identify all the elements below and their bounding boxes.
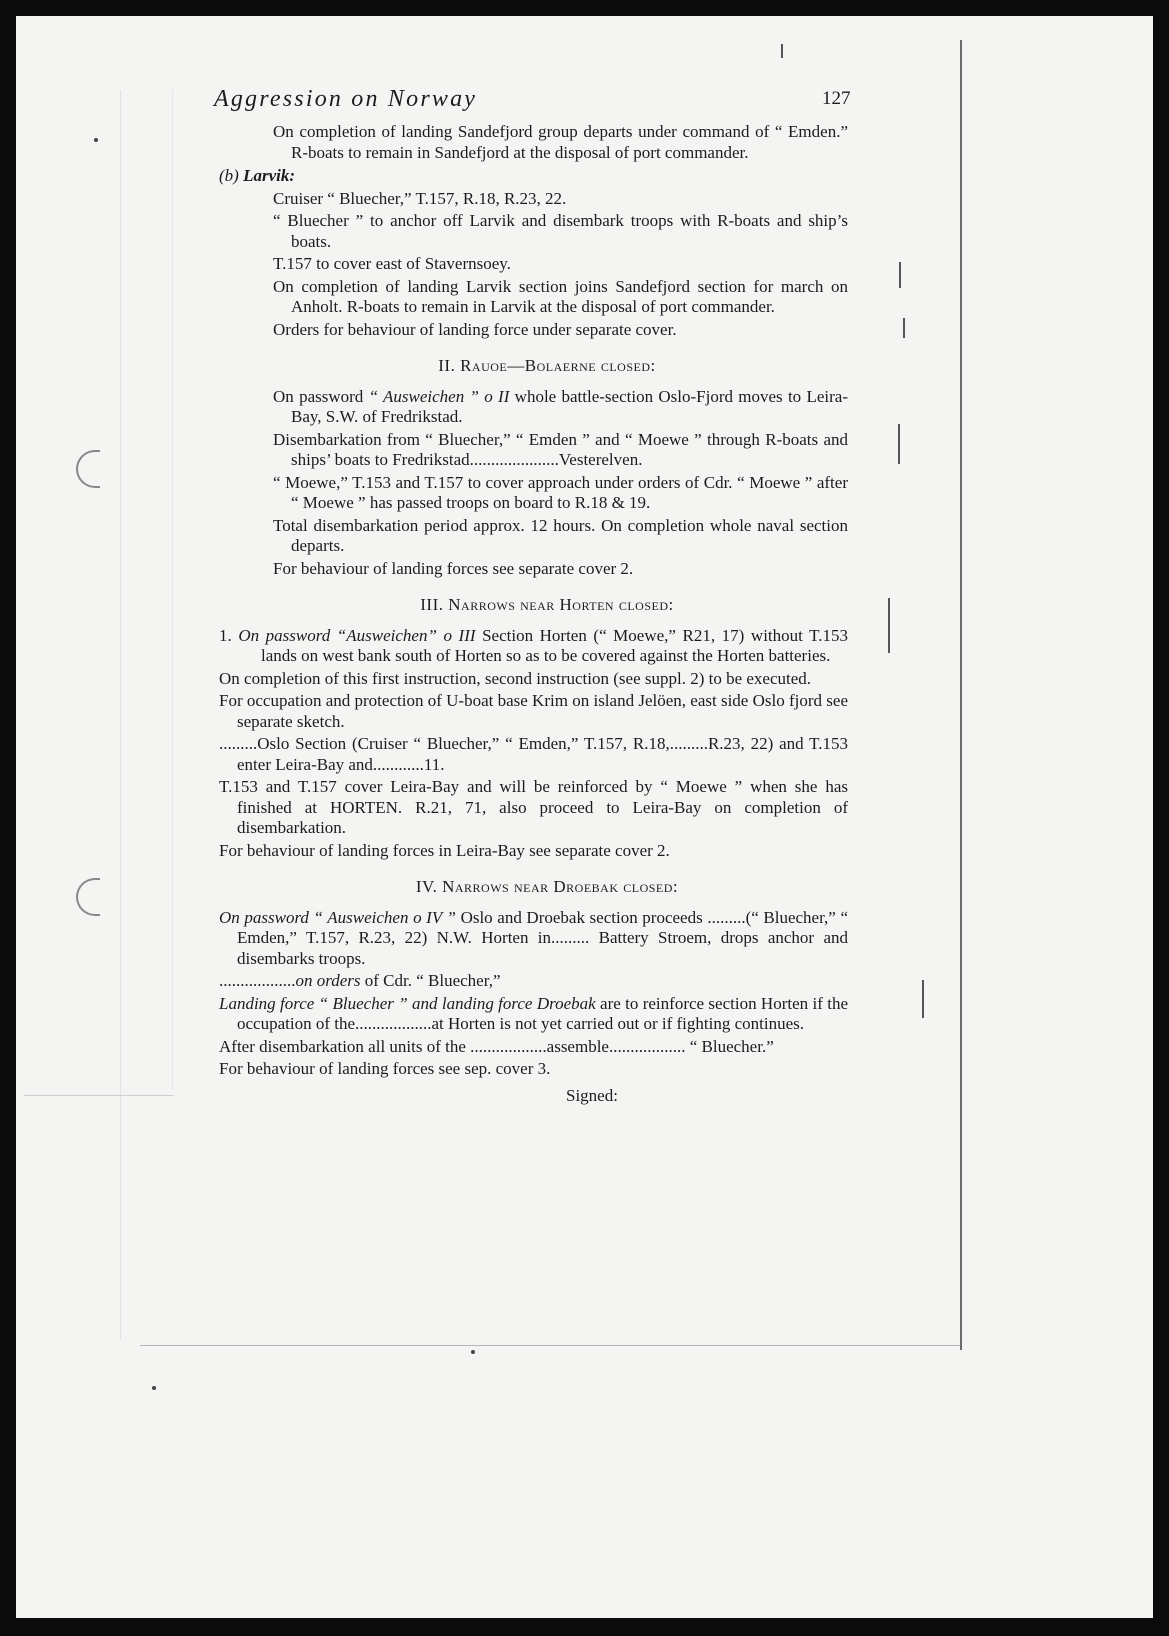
speck-mark [471,1350,475,1354]
subsection-label [219,166,848,187]
text-run: are to reinforce section Horten if the occupation of the..................at Horten is not yet carried out or if fighting continues. [237,993,848,1033]
margin-mark [898,424,900,464]
text-run: On password [273,386,369,406]
password-text: “ Ausweichen ” o II [368,386,510,406]
password-text: On password “ Ausweichen o IV ” [219,907,456,927]
paragraph: .........Oslo Section (Cruiser “ Bluecher,” “ Emden,” T.157, R.18,.........R.23, 22) and T.153 enter Leira-Bay and............11. [219,734,848,774]
paragraph: On completion of landing Larvik section joins Sandefjord section for march on Anholt. R-boats to remain in Larvik at the disposal of port commander. [273,276,848,316]
paragraph: “ Bluecher ” to anchor off Larvik and disembark troops with R-boats and ship’s boats. [273,211,848,251]
paragraph: For behaviour of landing forces see sep. cover 3. [219,1059,551,1078]
subsection-marker: (b) [219,166,239,185]
paragraph [219,908,848,970]
margin-mark [888,598,890,653]
running-title: Aggression on Norway [214,86,478,112]
speck-mark [94,138,98,142]
page-edge-bottom [140,1345,960,1346]
paragraph: On completion of landing Sandefjord group departs under command of “ Emden.” R-boats to remain in Sandefjord at the disposal of port commander. [273,122,848,162]
paragraph: Cruiser “ Bluecher,” T.157, R.18, R.23, 22. [273,188,567,208]
paragraph: T.157 to cover east of Stavernsoey. [273,254,511,273]
text-run: Section Horten (“ Moewe,” R21, 17) without T.153 lands on west bank south of Horten so as to be covered against the Horten batteries. [261,625,848,665]
margin-mark [922,980,924,1018]
section-heading: II. Rauoe—Bolaerne closed: [438,356,656,375]
emphasis-text: Landing force “ Bluecher ” and landing force Droebak [219,993,596,1013]
page-edge-right [960,40,962,1350]
subsection-title: Larvik: [243,166,296,185]
text-run: .................. [219,971,296,990]
paragraph: For behaviour of landing forces see separate cover 2. [273,558,634,578]
password-text: On password “Ausweichen” o III [238,625,476,645]
paragraph: Orders for behaviour of landing force under separate cover. [273,319,677,339]
text-run: whole battle-section Oslo-Fjord moves to Leira-Bay, S.W. of Fredrikstad. [291,386,848,426]
text-run: of Cdr. “ Bluecher,” [360,971,501,990]
paragraph [273,387,848,428]
page-shadow-line [120,90,121,1340]
document-body [219,122,848,1106]
margin-mark [781,44,783,58]
emphasis-text: on orders [295,971,361,990]
speck-mark [152,1386,156,1390]
margin-mark [899,262,901,288]
paragraph [219,626,848,667]
paragraph: For occupation and protection of U-boat base Krim on island Jelöen, east side Oslo fjord see separate sketch. [219,691,848,731]
margin-mark [903,318,905,338]
paragraph: After disembarkation all units of the ..................assemble.................. “ Bluecher.” [219,1036,774,1056]
page-number: 127 [822,88,851,109]
page-shadow-line [24,1095,174,1096]
paragraph: For behaviour of landing forces in Leira-Bay see separate cover 2. [219,840,670,860]
section-heading: IV. Narrows near Droebak closed: [415,877,679,896]
item-number: 1. [219,625,232,645]
paragraph: Disembarkation from “ Bluecher,” “ Emden ” and “ Moewe ” through R-boats and ships’ boats to Fredrikstad.....................Vesterelven. [273,429,848,469]
paragraph [219,994,848,1035]
text-run: Oslo and Droebak section proceeds .........(“ Bluecher,” “ Emden,” T.157, R.23, 22) N.W. Horten in......... Battery Stroem, drops anchor and disembarks troops. [237,907,848,968]
page-shadow-line [172,90,173,1090]
paragraph [219,971,848,992]
signature-line: Signed: [566,1085,618,1105]
paragraph: T.153 and T.157 cover Leira-Bay and will be reinforced by “ Moewe ” when she has finished at HORTEN. R.21, 71, also proceed to Leira-Bay on completion of disembarkation. [219,777,848,837]
section-heading: III. Narrows near Horten closed: [420,595,674,614]
paragraph: On completion of this first instruction, second instruction (see suppl. 2) to be executed. [219,668,812,688]
paragraph: “ Moewe,” T.153 and T.157 to cover approach under orders of Cdr. “ Moewe ” after “ Moewe ” has passed troops on board to R.18 & 19. [273,472,848,512]
paragraph: Total disembarkation period approx. 12 hours. On completion whole naval section departs. [273,515,848,555]
